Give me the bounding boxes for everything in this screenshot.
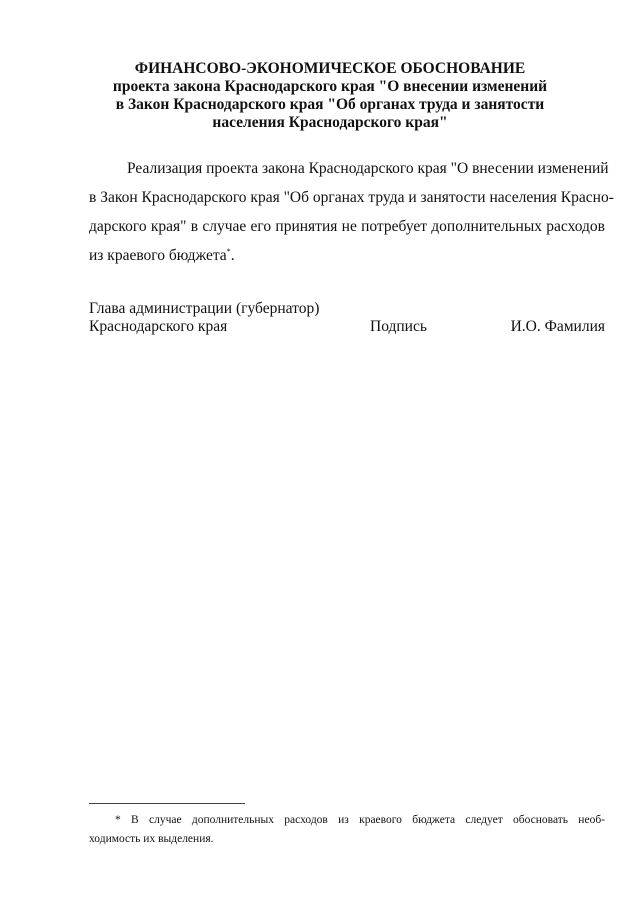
footnote-marker: * xyxy=(226,246,231,256)
signatory-name: И.О. Фамилия xyxy=(510,318,605,335)
title-line-3: в Закон Краснодарского края "Об органах труда и занятости xyxy=(115,96,545,113)
document-title xyxy=(80,60,580,132)
position-region: Краснодарского края xyxy=(89,318,228,335)
body-line-4-end: . xyxy=(230,247,235,264)
title-line-4: населения Краснодарского края" xyxy=(212,114,448,131)
body-line-4 xyxy=(89,241,605,270)
footnote-divider xyxy=(89,803,245,804)
title-heading: ФИНАНСОВО-ЭКОНОМИЧЕСКОЕ ОБОСНОВАНИЕ xyxy=(134,60,526,77)
body-line-2: в Закон Краснодарского края "Об органах труда и занятости населения Красно- xyxy=(89,189,614,206)
footnote xyxy=(89,811,605,849)
signature-block xyxy=(89,300,605,336)
signature-label: Подпись xyxy=(370,318,427,335)
body-paragraph xyxy=(89,154,614,270)
body-line-4-text: из краевого бюджета xyxy=(89,247,227,264)
signature-row-1 xyxy=(89,300,605,318)
position-title: Глава администрации (губернатор) xyxy=(89,300,320,317)
signature-row-2 xyxy=(89,318,605,336)
footnote-line-2: ходимость их выделения. xyxy=(89,833,214,845)
footnote-line-1: * В случае дополнительных расходов из краевого бюджета следует обосновать необ- xyxy=(115,814,605,826)
body-line-1: Реализация проекта закона Краснодарского края "О внесении изменений xyxy=(127,160,609,177)
body-line-3: дарского края" в случае его принятия не потребует дополнительных расходов xyxy=(89,218,605,235)
title-line-2: проекта закона Краснодарского края "О внесении изменений xyxy=(112,78,548,95)
